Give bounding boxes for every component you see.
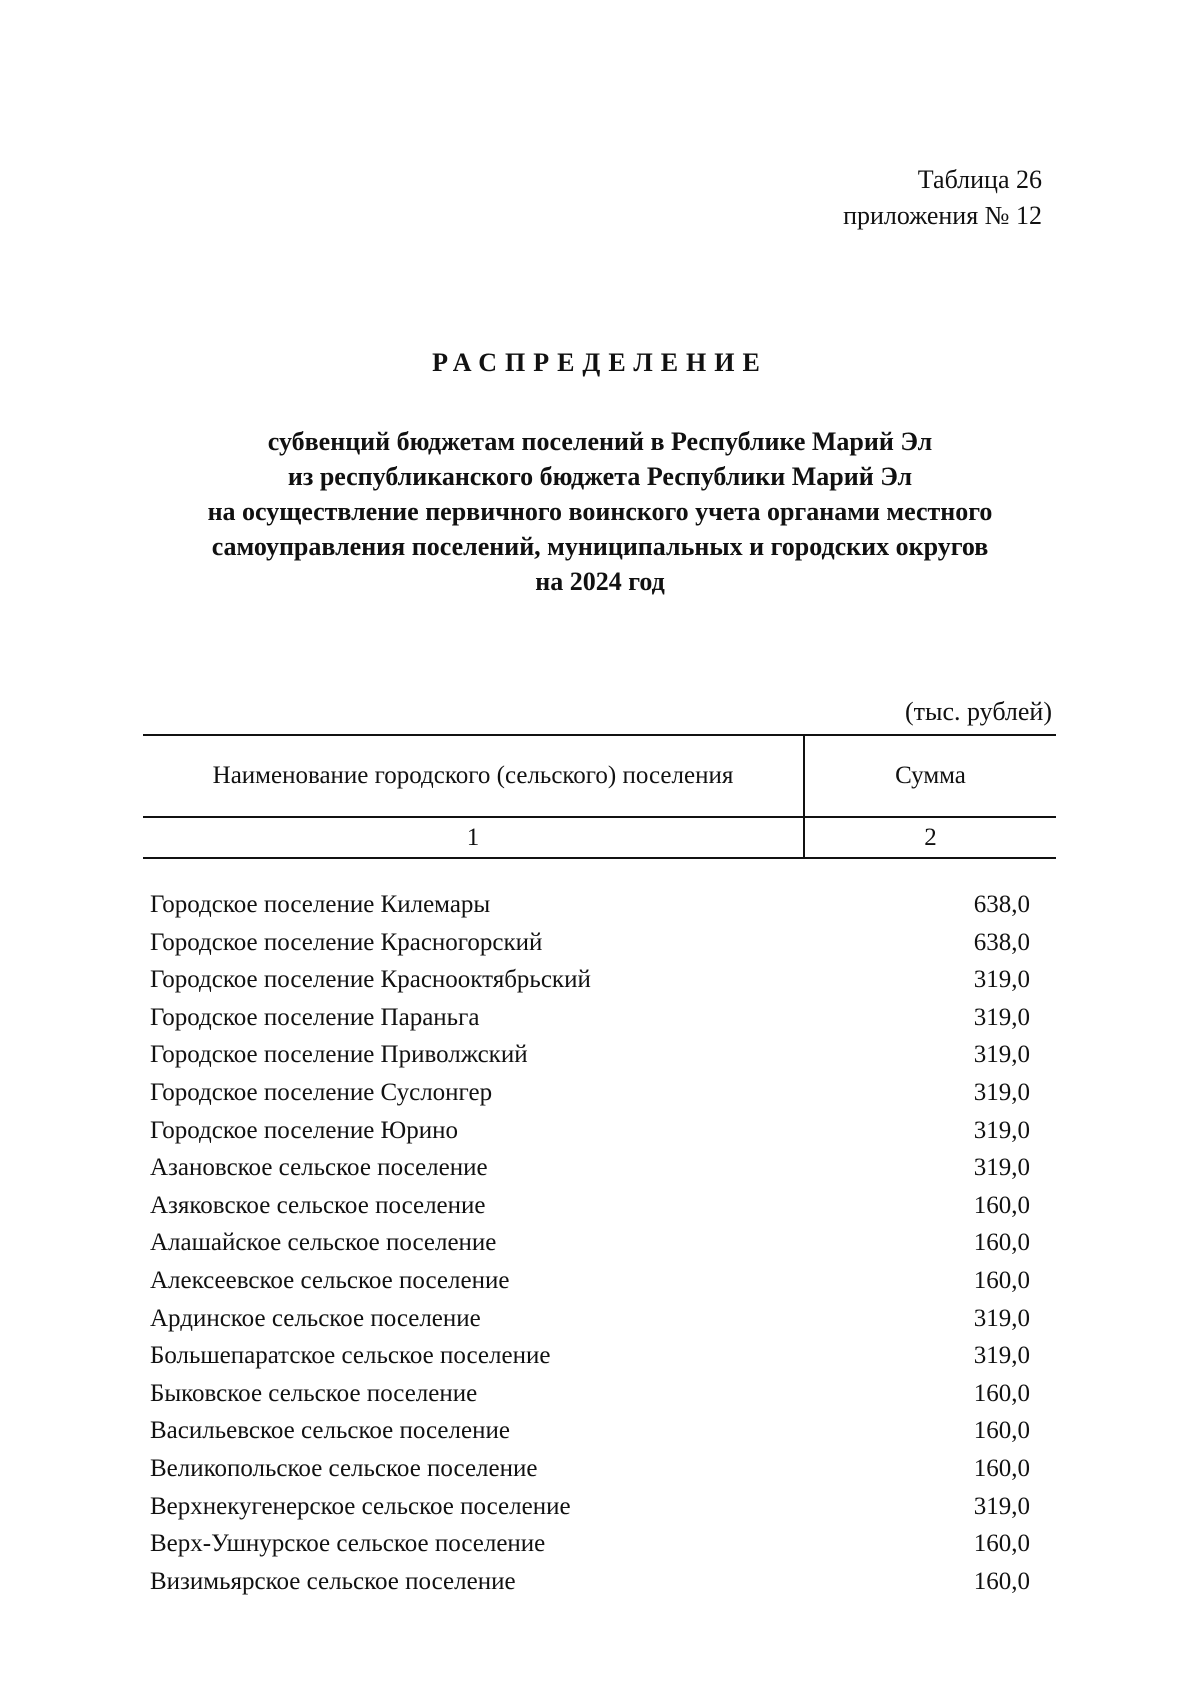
settlement-name: Азановское сельское поселение bbox=[150, 1154, 488, 1182]
settlement-name: Визимьярское сельское поселение bbox=[150, 1567, 516, 1595]
settlement-amount: 160,0 bbox=[973, 1530, 1030, 1558]
settlement-amount: 160,0 bbox=[973, 1191, 1030, 1219]
appendix-reference bbox=[843, 162, 1042, 234]
table-number: Таблица 26 bbox=[917, 165, 1042, 194]
settlement-name: Городское поселение Юрино bbox=[150, 1116, 459, 1144]
table-row bbox=[150, 1112, 1030, 1150]
table-row bbox=[150, 961, 1030, 999]
settlement-name: Быковское сельское поселение bbox=[150, 1379, 478, 1407]
settlement-name: Городское поселение Приволжский bbox=[150, 1041, 528, 1069]
table-row bbox=[150, 1300, 1030, 1338]
subtitle-line: на осуществление первичного воинского учета органами местного bbox=[207, 497, 993, 526]
appendix-number: приложения № 12 bbox=[843, 201, 1042, 230]
settlement-amount: 319,0 bbox=[973, 1154, 1030, 1182]
settlement-name: Городское поселение Килемары bbox=[150, 891, 491, 918]
header-row bbox=[143, 736, 1056, 818]
table-row bbox=[150, 1488, 1030, 1526]
settlement-name: Верхнекугенерское сельское поселение bbox=[150, 1492, 571, 1520]
settlement-name: Большепаратское сельское поселение bbox=[150, 1342, 551, 1370]
table-row bbox=[150, 1412, 1030, 1450]
units-label: (тыс. рублей) bbox=[904, 697, 1052, 726]
table-row bbox=[150, 924, 1030, 962]
settlement-amount: 638,0 bbox=[973, 891, 1030, 918]
table-row bbox=[150, 1450, 1030, 1488]
document-title: РАСПРЕДЕЛЕНИЕ bbox=[432, 348, 768, 377]
settlement-name: Городское поселение Краснооктябрьский bbox=[150, 966, 591, 994]
settlement-amount: 319,0 bbox=[973, 966, 1030, 994]
settlement-amount: 319,0 bbox=[973, 1078, 1030, 1106]
table-row bbox=[150, 1337, 1030, 1375]
table-row bbox=[150, 886, 1030, 924]
subtitle-line: субвенций бюджетам поселений в Республике Марий Эл bbox=[267, 427, 933, 456]
settlement-name: Городское поселение Суслонгер bbox=[150, 1078, 493, 1106]
settlement-amount: 160,0 bbox=[973, 1454, 1030, 1482]
table-header bbox=[143, 734, 1056, 859]
subtitle-line: на 2024 год bbox=[535, 567, 665, 596]
table-row bbox=[150, 1036, 1030, 1074]
table-row bbox=[150, 1224, 1030, 1262]
column-number-sum: 2 bbox=[924, 823, 937, 851]
settlement-name: Алексеевское сельское поселение bbox=[150, 1266, 510, 1294]
settlement-amount: 638,0 bbox=[973, 928, 1030, 956]
settlement-amount: 319,0 bbox=[973, 1116, 1030, 1144]
column-number-name: 1 bbox=[143, 818, 805, 857]
settlement-name: Городское поселение Красногорский bbox=[150, 928, 543, 956]
table-row bbox=[150, 999, 1030, 1037]
settlement-amount: 160,0 bbox=[973, 1567, 1030, 1595]
settlement-amount: 160,0 bbox=[973, 1229, 1030, 1257]
settlement-name: Ардинское сельское поселение bbox=[150, 1304, 481, 1332]
subtitle-line: из республиканского бюджета Республики Марий Эл bbox=[287, 462, 913, 491]
settlement-amount: 160,0 bbox=[973, 1379, 1030, 1407]
settlement-amount: 319,0 bbox=[973, 1492, 1030, 1520]
table-row bbox=[150, 1149, 1030, 1187]
settlement-name: Азяковское сельское поселение bbox=[150, 1191, 486, 1219]
settlement-amount: 319,0 bbox=[973, 1003, 1030, 1031]
table-row bbox=[150, 1563, 1030, 1601]
table-row bbox=[150, 1187, 1030, 1225]
table-body bbox=[150, 886, 1030, 1600]
table-row bbox=[150, 1262, 1030, 1300]
settlement-name: Верх-Ушнурское сельское поселение bbox=[150, 1530, 546, 1558]
settlement-amount: 319,0 bbox=[973, 1041, 1030, 1069]
table-row bbox=[150, 1375, 1030, 1413]
table-row bbox=[150, 1525, 1030, 1563]
settlement-amount: 319,0 bbox=[973, 1304, 1030, 1332]
settlement-amount: 319,0 bbox=[973, 1342, 1030, 1370]
settlement-amount: 160,0 bbox=[973, 1417, 1030, 1445]
settlement-name: Алашайское сельское поселение bbox=[150, 1229, 497, 1257]
subtitle-line: самоуправления поселений, муниципальных и городских округов bbox=[211, 532, 989, 561]
settlement-name: Великопольское сельское поселение bbox=[150, 1454, 538, 1482]
settlement-name: Городское поселение Параньга bbox=[150, 1003, 480, 1031]
table-row bbox=[150, 1074, 1030, 1112]
column-number-row bbox=[143, 818, 1056, 859]
settlement-amount: 160,0 bbox=[973, 1266, 1030, 1294]
header-sum: Сумма bbox=[895, 762, 966, 789]
header-name: Наименование городского (сельского) поселения bbox=[143, 736, 805, 816]
document-subtitle bbox=[0, 424, 1200, 599]
settlement-name: Васильевское сельское поселение bbox=[150, 1417, 510, 1445]
